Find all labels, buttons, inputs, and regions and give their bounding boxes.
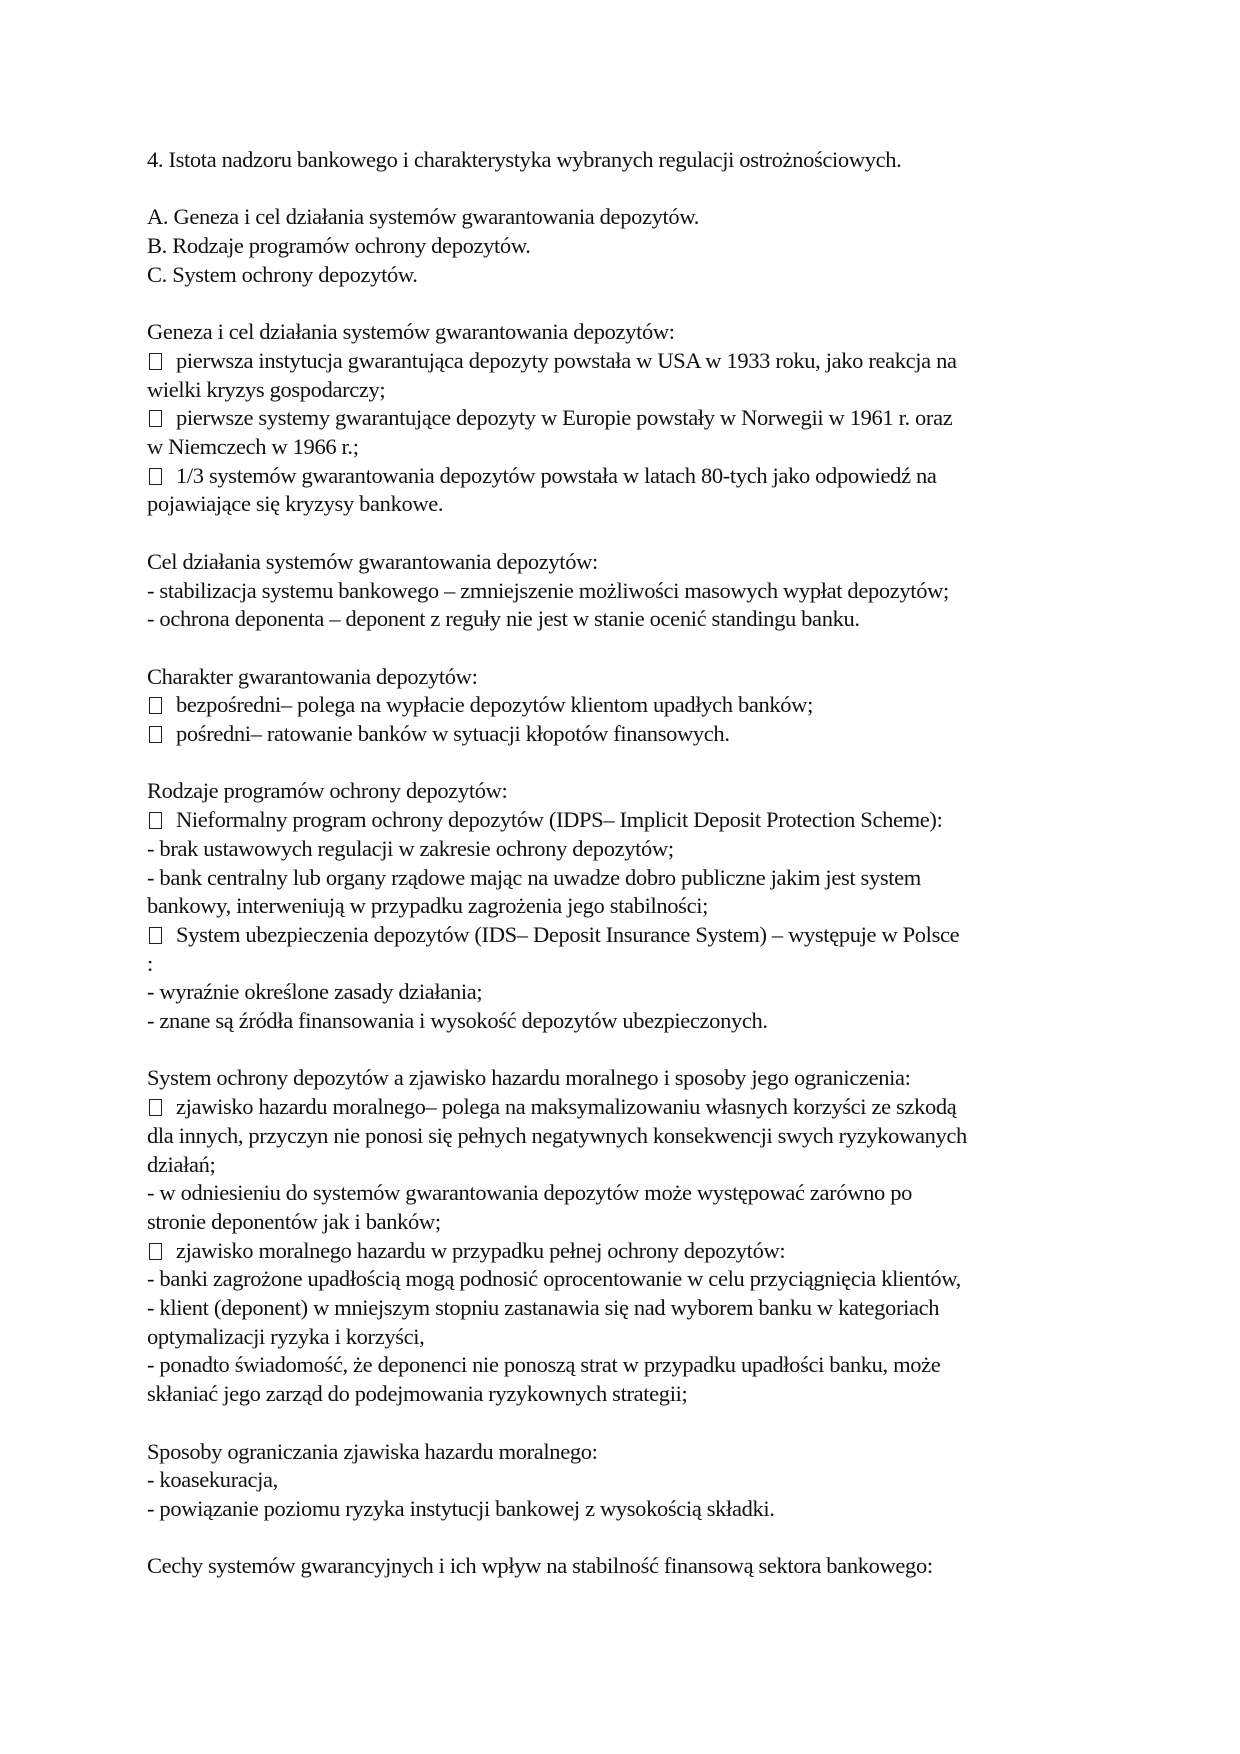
list-item: - klient (deponent) w mniejszym stopniu zastanawia się nad wyborem banku w kategoriach bbox=[147, 1295, 940, 1321]
list-item: - ochrona deponenta – deponent z reguły nie jest w stanie ocenić standingu banku. bbox=[147, 606, 860, 632]
list-item: - powiązanie poziomu ryzyka instytucji bankowej z wysokością składki. bbox=[147, 1495, 775, 1521]
list-item-continuation: dla innych, przyczyn nie ponosi się pełnych negatywnych konsekwencji swych ryzykowanych bbox=[147, 1122, 967, 1148]
outline-item: B. Rodzaje programów ochrony depozytów. bbox=[147, 233, 531, 259]
list-item: pierwsze systemy gwarantujące depozyty w Europie powstały w Norwegii w 1961 r. oraz bbox=[147, 404, 1097, 433]
square-bullet-icon bbox=[149, 927, 162, 944]
list-item-continuation: bankowy, interweniują w przypadku zagrożenia jego stabilności; bbox=[147, 893, 709, 919]
list-item-continuation: skłaniać jego zarząd do podejmowania ryzykownych strategii; bbox=[147, 1381, 688, 1407]
document-page bbox=[147, 146, 1097, 1581]
section-heading: Rodzaje programów ochrony depozytów: bbox=[147, 778, 508, 804]
section-heading: System ochrony depozytów a zjawisko hazardu moralnego i sposoby jego ograniczenia: bbox=[147, 1065, 911, 1091]
list-item: - stabilizacja systemu bankowego – zmniejszenie możliwości masowych wypłat depozytów; bbox=[147, 577, 949, 603]
list-item: System ubezpieczenia depozytów (IDS– Deposit Insurance System) – występuje w Polsce bbox=[147, 921, 1097, 950]
list-item: Nieformalny program ochrony depozytów (IDPS– Implicit Deposit Protection Scheme): bbox=[147, 806, 1097, 835]
square-bullet-icon bbox=[149, 1243, 162, 1260]
outline-item: C. System ochrony depozytów. bbox=[147, 261, 418, 287]
section-features bbox=[147, 1552, 1097, 1581]
section-heading: Charakter gwarantowania depozytów: bbox=[147, 663, 478, 689]
section-heading: Cel działania systemów gwarantowania depozytów: bbox=[147, 548, 598, 574]
list-item: - wyraźnie określone zasady działania; bbox=[147, 979, 483, 1005]
list-item: - ponadto świadomość, że deponenci nie ponoszą strat w przypadku upadłości banku, może bbox=[147, 1352, 941, 1378]
list-item-continuation: pojawiające się kryzysy bankowe. bbox=[147, 491, 444, 517]
list-item: - banki zagrożone upadłością mogą podnosić oprocentowanie w celu przyciągnięcia klientów, bbox=[147, 1266, 961, 1292]
section-character bbox=[147, 663, 1097, 749]
square-bullet-icon bbox=[149, 1099, 162, 1116]
section-heading: Geneza i cel działania systemów gwarantowania depozytów: bbox=[147, 319, 675, 345]
list-item: 1/3 systemów gwarantowania depozytów powstała w latach 80-tych jako odpowiedź na bbox=[147, 462, 1097, 491]
section-program-types bbox=[147, 777, 1097, 1035]
section-limiting-methods bbox=[147, 1438, 1097, 1524]
section-heading: Cechy systemów gwarancyjnych i ich wpływ na stabilność finansową sektora bankowego: bbox=[147, 1553, 933, 1579]
list-item-continuation: stronie deponentów jak i banków; bbox=[147, 1208, 441, 1234]
list-item: bezpośredni– polega na wypłacie depozytów klientom upadłych banków; bbox=[147, 691, 1097, 720]
list-item-continuation: : bbox=[147, 950, 153, 976]
list-item: - znane są źródła finansowania i wysokość depozytów ubezpieczonych. bbox=[147, 1008, 768, 1034]
list-item: - brak ustawowych regulacji w zakresie ochrony depozytów; bbox=[147, 835, 674, 861]
list-item-continuation: w Niemczech w 1966 r.; bbox=[147, 434, 359, 459]
square-bullet-icon bbox=[149, 468, 162, 485]
square-bullet-icon bbox=[149, 353, 162, 370]
section-moral-hazard bbox=[147, 1064, 1097, 1408]
list-item: - bank centralny lub organy rządowe mając na uwadze dobro publiczne jakim jest system bbox=[147, 864, 921, 890]
list-item: zjawisko moralnego hazardu w przypadku pełnej ochrony depozytów: bbox=[147, 1237, 1097, 1266]
list-item-continuation: optymalizacji ryzyka i korzyści, bbox=[147, 1323, 425, 1349]
square-bullet-icon bbox=[149, 812, 162, 829]
outline-list bbox=[147, 203, 1097, 289]
list-item: - koasekuracja, bbox=[147, 1467, 278, 1493]
section-genesis bbox=[147, 318, 1097, 519]
square-bullet-icon bbox=[149, 410, 162, 427]
list-item: - w odniesieniu do systemów gwarantowania depozytów może występować zarówno po bbox=[147, 1180, 912, 1206]
section-heading: Sposoby ograniczania zjawiska hazardu moralnego: bbox=[147, 1438, 598, 1464]
outline-item: A. Geneza i cel działania systemów gwarantowania depozytów. bbox=[147, 204, 700, 230]
list-item: pierwsza instytucja gwarantująca depozyty powstała w USA w 1933 roku, jako reakcja na bbox=[147, 347, 1097, 376]
document-title: 4. Istota nadzoru bankowego i charakterystyka wybranych regulacji ostrożnościowych. bbox=[147, 147, 902, 172]
list-item-continuation: działań; bbox=[147, 1151, 216, 1177]
section-purpose bbox=[147, 548, 1097, 634]
list-item: zjawisko hazardu moralnego– polega na maksymalizowaniu własnych korzyści ze szkodą bbox=[147, 1093, 1097, 1122]
list-item-continuation: wielki kryzys gospodarczy; bbox=[147, 376, 386, 402]
list-item: pośredni– ratowanie banków w sytuacji kłopotów finansowych. bbox=[147, 720, 1097, 749]
square-bullet-icon bbox=[149, 697, 162, 714]
square-bullet-icon bbox=[149, 726, 162, 743]
